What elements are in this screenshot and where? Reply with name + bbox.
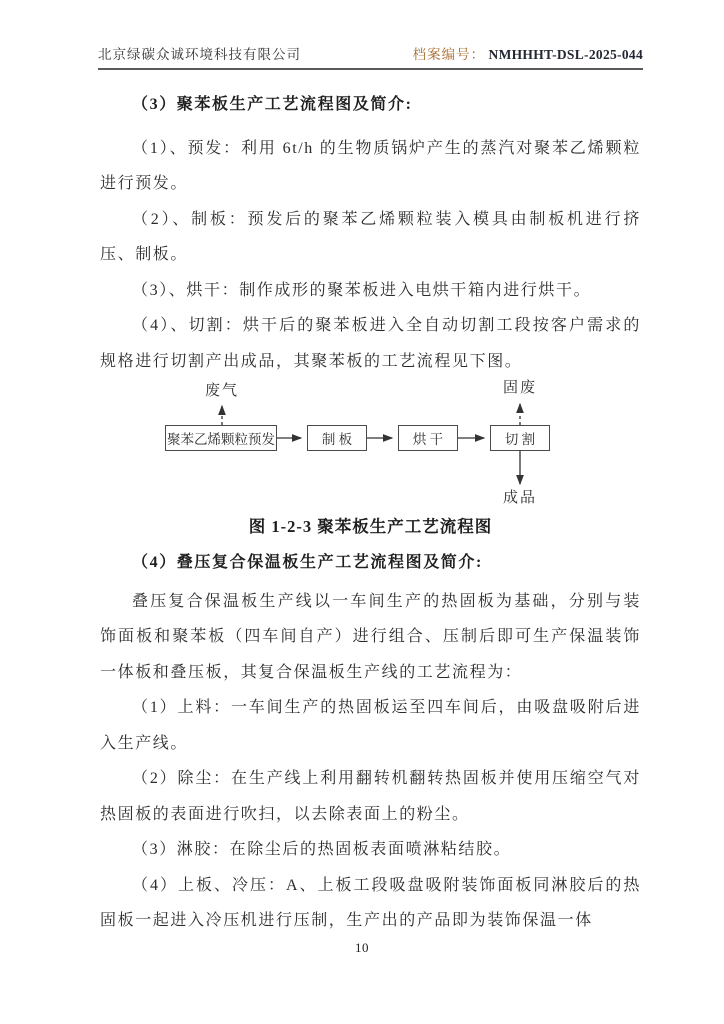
section3-paragraph-3: （3）、烘干：制作成形的聚苯板进入电烘干箱内进行烘干。 bbox=[132, 281, 592, 299]
section4-paragraph-3: （3）淋胶：在除尘后的热固板表面喷淋粘结胶。 bbox=[132, 841, 512, 858]
waste-gas-label: 废气 bbox=[204, 383, 239, 399]
company-name: 北京绿碳众诚环境科技有限公司 bbox=[98, 47, 301, 62]
flow-step-drying: 烘 干 bbox=[398, 425, 458, 451]
flow-step-pre-expansion: 聚苯乙烯颗粒预发 bbox=[165, 425, 277, 451]
section4-paragraph-4: （4）上板、冷压：A、上板工段吸盘吸附装饰面板同淋胶后的热固板一起进入冷压机进行压制，生产出的产品即为装饰保温一体 bbox=[100, 876, 641, 929]
section3-paragraph-1: （1）、预发：利用 6t/h 的生物质锅炉产生的蒸汽对聚苯乙烯颗粒进行预发。 bbox=[100, 139, 641, 192]
finished-product-label: 成品 bbox=[502, 490, 537, 506]
process-flow-diagram bbox=[100, 379, 641, 509]
page-number: 10 bbox=[355, 940, 369, 955]
flow-step-cutting: 切 割 bbox=[490, 425, 550, 451]
section4-paragraph-1: （1）上料：一车间生产的热固板运至四车间后，由吸盘吸附后进入生产线。 bbox=[100, 699, 641, 752]
archive-number-label: 档案编号： bbox=[412, 47, 486, 62]
page-header bbox=[98, 44, 643, 70]
figure-caption: 图 1-2-3 聚苯板生产工艺流程图 bbox=[248, 517, 493, 536]
document-body bbox=[100, 87, 641, 939]
section4-heading: （4）叠压复合保温板生产工艺流程图及简介: bbox=[132, 554, 483, 571]
solid-waste-label: 固废 bbox=[502, 380, 537, 396]
section4-paragraph-2: （2）除尘：在生产线上利用翻转机翻转热固板并使用压缩空气对热固板的表面进行吹扫，以去除表面上的粉尘。 bbox=[100, 770, 641, 823]
section3-heading: （3）聚苯板生产工艺流程图及简介: bbox=[132, 96, 413, 113]
section3-paragraph-4: （4）、切割：烘干后的聚苯板进入全自动切割工段按客户需求的规格进行切割产出成品，其聚苯板的工艺流程见下图。 bbox=[100, 317, 641, 370]
flow-step-board-making: 制 板 bbox=[307, 425, 367, 451]
archive-number-field bbox=[413, 43, 643, 63]
archive-number-value: NMHHHT-DSL-2025-044 bbox=[488, 47, 643, 62]
section3-paragraph-2: （2）、制板：预发后的聚苯乙烯颗粒装入模具由制板机进行挤压、制板。 bbox=[100, 210, 641, 263]
section4-intro: 叠压复合保温板生产线以一车间生产的热固板为基础，分别与装饰面板和聚苯板（四车间自产）进行组合、压制后即可生产保温装饰一体板和叠压板，其复合保温板生产线的工艺流程为： bbox=[100, 592, 641, 681]
